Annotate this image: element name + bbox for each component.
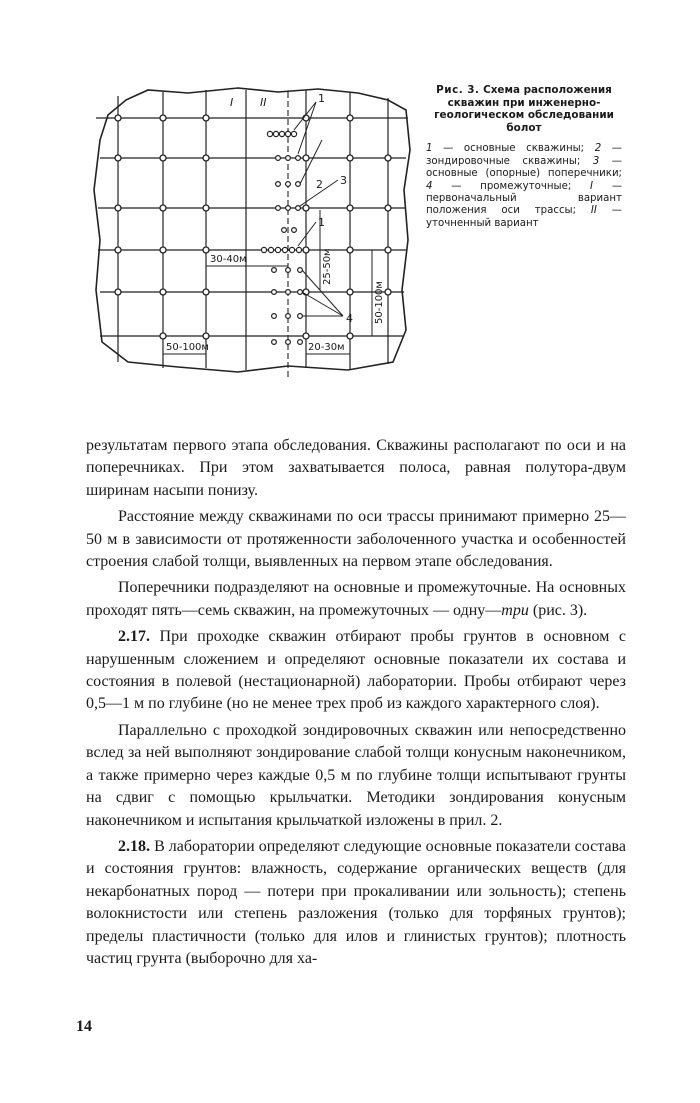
paragraph-3 [86,577,626,622]
paragraph-1: результатам первого этапа обследования. Скважины располагают по оси и на поперечниках. При этом захватывается полоса, равная полутора-двум ширинам насыпи понизу. [86,437,626,499]
legend-key-5: I [590,180,594,192]
paragraph-3-end: (рис. 3). [528,601,588,619]
legend-text-1: — основные скважины; [432,143,595,155]
callout-3: 3 [340,174,347,187]
figure-caption [426,84,622,230]
axis-ii-label: II [260,96,267,109]
callout-1-mid: 1 [318,216,325,229]
legend-key-3: 3 [592,155,600,167]
legend-key-6: II [590,205,597,217]
legend-text-6: — уточненный вариант [426,205,622,229]
dim-20-30-bottom: 20-30м [308,342,345,353]
legend-text-2: — зондировочные скважины; [426,143,622,167]
borehole-layout-figure [88,80,428,380]
paragraph-6 [86,836,626,970]
paragraph-3-text: Поперечники подразделяют на основные и промежуточные. На основных проходят пять—семь скважин, на промежуточных — одну— [86,579,626,619]
caption-legend [426,143,622,230]
dim-50-100-right: 50-100м [374,281,385,324]
legend-text-5: — первоначальный вариант положения оси трассы; [426,180,623,217]
legend-key-4: 4 [426,180,433,192]
caption-title-text: Схема расположения скважин при инженерно-геологическом обследовании болот [434,84,614,134]
callout-2: 2 [316,178,323,191]
paragraph-5: Параллельно с проходкой зондировочных скважин или непосредственно вслед за ней выполняют зондирование слабой толщи конусным наконечником, а также примерно через каждые 0,5 м по глубине толщи испытывают грунты на сдвиг с помощью крыльчатки. Методики зондирования конусным наконечником и испытания крыльчаткой изложены в прил. 2. [86,721,626,829]
section-2-17-number: 2.17. [118,628,150,646]
page-number: 14 [76,1018,92,1035]
body-text [86,435,626,974]
legend-text-3: — основные (опорные) поперечники; [426,155,622,180]
callout-1-top: 1 [318,92,325,105]
borehole-clusters [261,131,302,344]
legend-text-4: — промежуточные; [432,180,591,192]
section-2-18-number: 2.18. [118,837,150,855]
paragraph-6-text: В лаборатории определяют следующие основные показатели состава и состояния грунтов: влажность, содержание органических веществ (для некарбонатных пород — потери при прокаливании или зольность); степень волокнистости или степень разложения (только для торфяных грунтов); пределы пластичности (только для илов и глинистых грунтов); плотность частиц грунта (выборочно для ха- [86,837,626,967]
paragraph-2: Расстояние между скважинами по оси трассы принимают примерно 25—50 м в зависимости от протяженности заболоченного участка и особенностей строения слабой толщи, выявленных на первом этапе обследования. [86,508,626,571]
caption-figure-number: Рис. 3. [436,84,480,96]
dim-30-40: 30-40м [210,254,247,265]
paragraph-4-text: При проходке скважин отбирают пробы грунтов в основном с нарушенным сложением и определяют основные показатели их состава и состояния в полевой (нестационарной) лаборатории. Пробы отбирают через 0,5—1 м по глубине (но не менее трех проб из каждого характерного слоя). [86,628,626,713]
caption-title [426,84,622,134]
paragraph-3-italic: три [501,601,529,619]
paragraph-4 [86,626,626,716]
swamp-outline [94,88,410,372]
legend-key-1: 1 [426,143,433,155]
callout-4: 4 [346,312,353,325]
dim-25-50: 25-50м [322,248,333,285]
axis-i-label: I [230,96,234,109]
legend-key-2: 2 [594,143,602,155]
dim-50-100-bottom: 50-100м [166,342,209,353]
